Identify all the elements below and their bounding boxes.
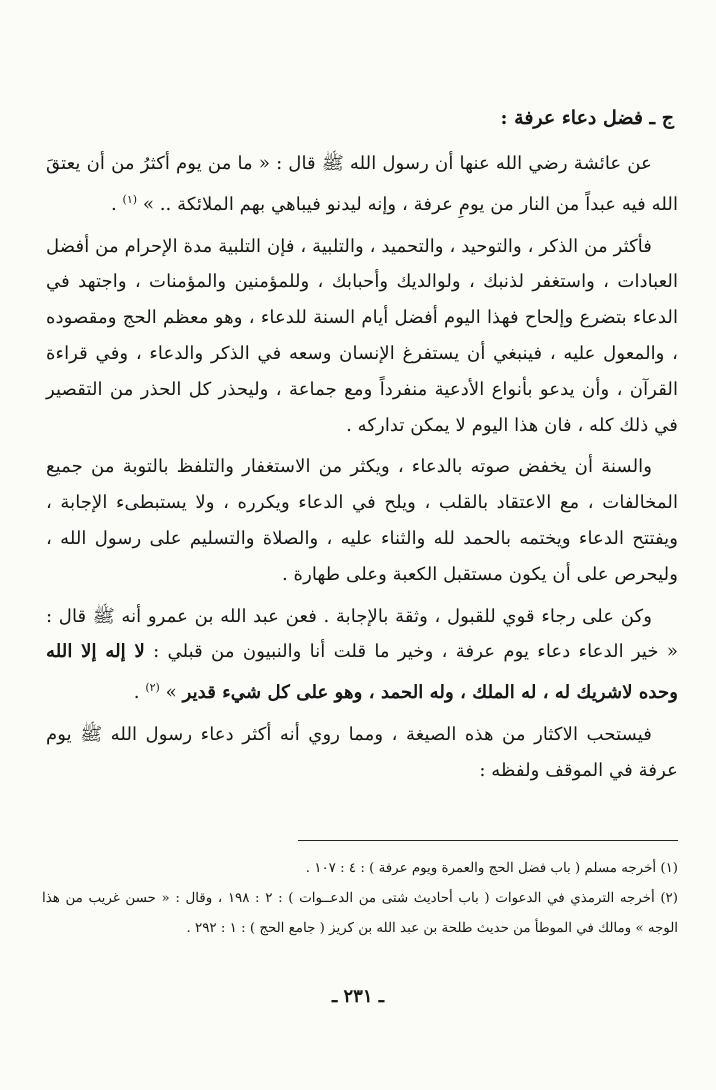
tahlil-phrase: لا إله إلا الله وحده لاشريك له ، له الملك ، وله الحمد ، وهو على كل شيء قدير [46,641,678,704]
paragraph-end: . [110,193,123,215]
paragraph-dhikr [46,229,678,444]
paragraph-text: فأكثر من الذكر ، والتوحيد ، والتحميد ، والتلبية ، فإن التلبية مدة الإحرام من أفضل العبادات ، واستغفر لذنبك ، ولوالديك وأحبابك ، وللمؤمنين والمؤمنات ، واجتهد في الدعاء بتضرع وإلحاح فهذا اليوم أفضل أيام السنة للدعاء ، وهو معظم الحج ومقصوده ، والمعول عليه ، فينبغي أن يستفرغ الإنسان وسعه في الذكر والدعاء ، وفي قراءة القرآن ، وأن يدعو بأنواع الأدعية منفرداً ومع جماعة ، وليحذر كل الحذر من التقصير في ذلك كله ، فان هذا اليوم لا يمكن تداركه . [46,235,678,436]
quote-close: » [165,682,183,704]
footnote-ref-2: (٢) [145,681,160,695]
footnote-2: (٢) أخرجه الترمذي في الدعوات ( باب أحاديث شتى من الدعــوات ) : ٢ : ١٩٨ ، وقال : « حسن غريب من هذا الوجه » ومالك في الموطأ من حديث طلحة بن عبد الله بن كريز ( جامع الحج ) : ١ : ٢٩٢ . [42,891,678,936]
page-number: ـ ٢٣١ ـ [331,986,385,1007]
paragraph-text: فيستحب الاكثار من هذه الصيغة ، ومما روي أنه أكثر دعاء رسول الله ﷺ يوم عرفة في الموقف ولفظه : [46,723,678,781]
footnote-1: (١) أخرجه مسلم ( باب فضل الحج والعمرة ويوم عرفة ) : ٤ : ١٠٧ . [305,861,678,876]
footnote-divider [298,840,678,841]
footnote-ref-1: (١) [122,192,138,206]
paragraph-text: عن عائشة رضي الله عنها أن رسول الله ﷺ قال : « ما من يوم أكثرُ من أن يعتقَ الله فيه عبداً من النار من يومِ عرفة ، وإنه ليدنو فيباهي بهم الملائكة .. » [46,153,678,215]
paragraph-text: وكن على رجاء قوي للقبول ، وثقة بالإجابة . فعن عبد الله بن عمرو أنه ﷺ قال : « خير الدعاء دعاء يوم عرفة ، وخير ما قلت أنا والنبيون من قبلي : [46,605,678,663]
paragraph-text: والسنة أن يخفض صوته بالدعاء ، ويكثر من الاستغفار والتلفظ بالتوبة من جميع المخالفات ، مع الاعتقاد بالقلب ، ويلح في الدعاء ويكرره ، ولا يستبطىء الإجابة ، ويفتتح الدعاء ويختمه بالحمد لله والثناء عليه ، والصلاة والتسليم على رسول الله ، وليحرص على أن يكون مستقبل الكعبة وعلى طهارة . [46,456,678,585]
paragraph-best-dua [46,599,678,711]
paragraph-sunnah [46,449,678,592]
paragraph-mustahab [46,717,678,789]
paragraph-aisha-hadith [46,146,678,223]
footnotes [42,854,678,944]
paragraph-end: . [133,682,146,704]
section-heading: ج ـ فضل دعاء عرفة : [500,107,674,129]
